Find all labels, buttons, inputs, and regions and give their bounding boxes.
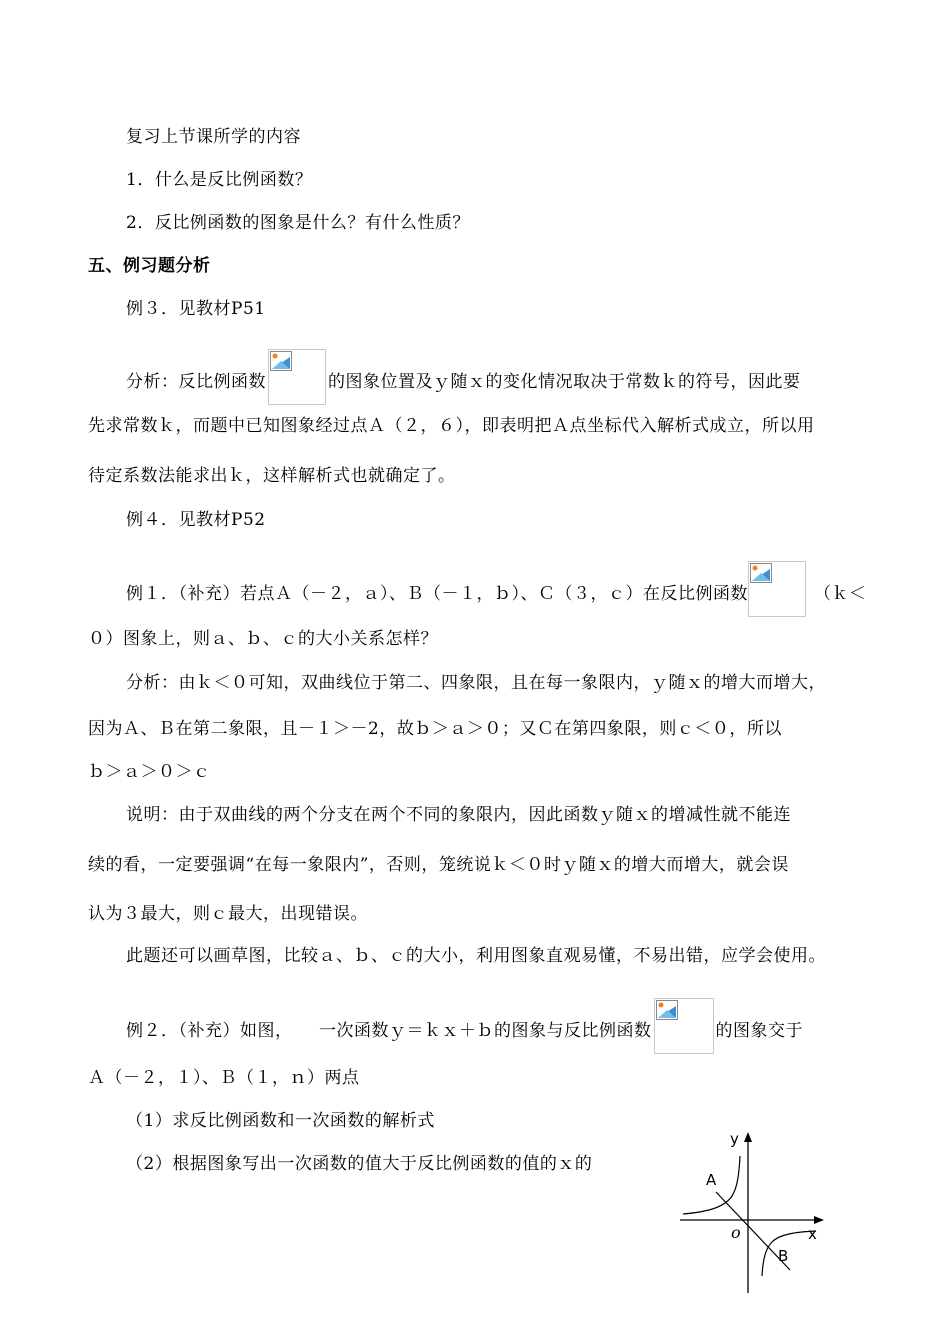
supplement-1-question-line-1: 例１．（补充）若点Ａ（－２，ａ）、Ｂ（－１，ｂ）、Ｃ（３，ｃ）在反比例函数 （ｋ＜ — [126, 561, 867, 617]
supplement-1-note-line-2: 续的看，一定要强调“在每一象限内”，否则，笼统说ｋ＜０时ｙ随ｘ的增大而增大，就会误 — [88, 855, 789, 875]
example-4-label: 例４．见教材P52 — [126, 510, 266, 530]
broken-image-icon — [656, 1000, 678, 1020]
supplement-1-question-line-2: ０）图象上，则ａ、ｂ、ｃ的大小关系怎样？ — [88, 629, 438, 649]
review-question-2: 2．反比例函数的图象是什么？有什么性质？ — [126, 213, 470, 233]
section-title: 五、例习题分析 — [88, 256, 211, 276]
review-heading: 复习上节课所学的内容 — [126, 127, 301, 147]
x-axis-arrow — [814, 1216, 824, 1224]
example-3-analysis-line-1: 分析：反比例函数 的图象位置及ｙ随ｘ的变化情况取决于常数ｋ的符号，因此要 — [126, 349, 801, 405]
function-graph — [676, 1130, 836, 1296]
broken-image-icon — [750, 563, 772, 583]
supplement-1-analysis-line-2: 因为Ａ、Ｂ在第二象限，且－１＞－2，故ｂ＞ａ＞０；又Ｃ在第四象限，则ｃ＜０，所以 — [88, 719, 782, 739]
formula-image-placeholder — [748, 561, 806, 617]
formula-image-placeholder — [268, 349, 326, 405]
review-question-1: 1．什么是反比例函数？ — [126, 170, 313, 190]
supplement-2-question-line-2: Ａ（－２，１）、Ｂ（１，ｎ）两点 — [88, 1068, 360, 1088]
example-3-label: 例３．见教材P51 — [126, 299, 266, 319]
example-3-analysis-line-3: 待定系数法能求出ｋ，这样解析式也就确定了。 — [88, 466, 456, 486]
supplement-1-note-line-3: 认为３最大，则ｃ最大，出现错误。 — [88, 904, 368, 924]
supplement-1-analysis-line-1: 分析：由ｋ＜０可知，双曲线位于第二、四象限，且在每一象限内，ｙ随ｘ的增大而增大， — [126, 673, 826, 693]
supplement-1-extra: 此题还可以画草图，比较ａ、ｂ、ｃ的大小，利用图象直观易懂，不易出错，应学会使用。 — [126, 946, 826, 966]
y-axis-arrow — [744, 1132, 752, 1142]
y-axis-label: y — [730, 1130, 739, 1148]
x-axis-label: x — [808, 1225, 817, 1243]
point-a-label: A — [706, 1171, 717, 1189]
supplement-2-part-1: （1）求反比例函数和一次函数的解析式 — [126, 1111, 435, 1131]
formula-image-placeholder — [654, 998, 714, 1054]
example-3-analysis-line-2: 先求常数ｋ，而题中已知图象经过点Ａ（２，６），即表明把Ａ点坐标代入解析式成立，所以用 — [88, 416, 815, 436]
supplement-1-analysis-line-3: ｂ＞ａ＞０＞ｃ — [88, 762, 211, 782]
origin-label: o — [731, 1223, 741, 1242]
broken-image-icon — [270, 351, 292, 371]
supplement-2-question-line-1: 例２．（补充）如图， 一次函数ｙ＝ｋｘ＋ｂ的图象与反比例函数 的图象交于 — [126, 998, 803, 1054]
point-b-label: B — [778, 1247, 789, 1265]
supplement-1-note-line-1: 说明：由于双曲线的两个分支在两个不同的象限内，因此函数ｙ随ｘ的增减性就不能连 — [126, 805, 791, 825]
supplement-2-part-2: （2）根据图象写出一次函数的值大于反比例函数的值的ｘ的 — [126, 1154, 593, 1174]
